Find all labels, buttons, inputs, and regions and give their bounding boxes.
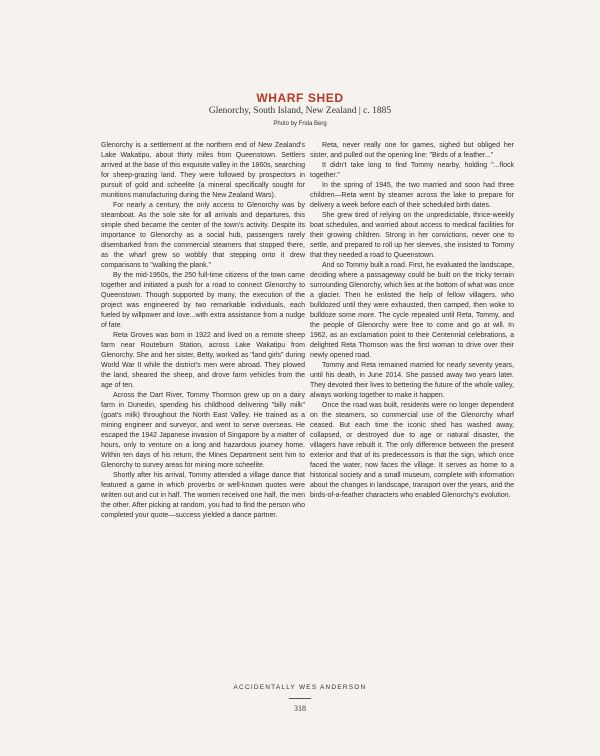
right-column: [310, 141, 514, 501]
page-number: 318: [294, 704, 306, 713]
paragraph: For nearly a century, the only access to Glenorchy was by steamboat. As the sole site for all arrivals and departures, this simple shed became the center of the town's activity. Despite its importance to Glenorchy as a social hub, passengers rarely disembarked from the commercial steamers that stopped there, as the wharf grew so wobbly that stepping onto it drew comparisons to "walking the plank.": [101, 202, 305, 269]
paragraph: It didn't take long to find Tommy nearby, holding "...flock together.": [310, 162, 514, 179]
paragraph: Once the road was built, residents were no longer dependent on the steamers, so commercial use of the Glenorchy wharf ceased. But each time the iconic shed has washed away, collapsed, or destroyed due to age or natural disaster, the villagers have rebuilt it. The only difference between the present exterior and that of its predecessors is that the sign, which once faced the water, now faces the village. It serves as home to a historical society and a small museum, complete with information about the changes in landscape, transport over the years, and the birds-of-a-feather characters who enabled Glenorchy's evolution.: [310, 402, 514, 499]
paragraph: Reta Groves was born in 1922 and lived on a remote sheep farm near Routeburn Station, across Lake Wakatipu from Glenorchy. She and her sister, Betty, worked as "land girls" during World War II while the district's men were abroad. They plowed the land, sheared the sheep, and drove farm vehicles from the age of ten.: [101, 332, 305, 389]
paragraph: Across the Dart River, Tommy Thomson grew up on a dairy farm in Dunedin, spending his childhood delivering "billy milk" (goat's milk) throughout the North East Valley. He trained as a mining engineer and surveyor, and went to serve overseas. He escaped the 1942 Japanese invasion of Singapore by a matter of hours, only to venture on a long and hazardous journey home. Within ten days of his return, the Mines Department sent him to Glenorchy to survey areas for mining more scheelite.: [101, 392, 305, 469]
paragraph: Reta, never really one for games, sighed but obliged her sister, and pulled out the opening line: "Birds of a feather...": [310, 142, 514, 159]
article-subtitle: Glenorchy, South Island, New Zealand | c. 1885: [208, 106, 392, 116]
running-footer: ACCIDENTALLY WES ANDERSON: [233, 684, 367, 691]
photo-credit: Photo by Frida Berg: [273, 121, 327, 127]
paragraph: Tommy and Reta remained married for nearly seventy years, until his death, in June 2014. She passed away two years later. They devoted their lives to bettering the future of the whole valley, always working together to make it happen.: [310, 362, 514, 399]
paragraph: And so Tommy built a road. First, he evaluated the landscape, deciding where a passageway could be built on the tricky terrain surrounding Glenorchy, which lies at the bottom of what was once a glacier. Then he enlisted the help of fellow villagers, who bulldozed until they were exhausted, then camped, then woke to bulldoze some more. The cycle repeated until Reta, Tommy, and the people of Glenorchy were free to come and go at will. In 1962, as an exclamation point to their Centennial celebrations, a delighted Reta Thomson was the first woman to drive over their newly opened road.: [310, 262, 514, 359]
paragraph: By the mid-1950s, the 250 full-time citizens of the town came together and initiated a push for a road to connect Glenorchy to Queenstown. Though supported by many, the execution of the project was engineered by two remarkable individuals, each fueled by willpower and love...with extra assistance from a nudge of fate.: [101, 272, 305, 329]
paragraph: She grew tired of relying on the unpredictable, thrice-weekly boat schedules, and worried about access to medical facilities for their growing children. Strong in her convictions, never one to settle, and prepared to roll up her sleeves, she insisted to Tommy that they needed a road to Queenstown.: [310, 212, 514, 259]
article-title: WHARF SHED: [256, 91, 344, 105]
paragraph: Glenorchy is a settlement at the northern end of New Zealand's Lake Wakatipu, about thirty miles from Queenstown. Settlers arrived at the base of this exquisite valley in the 1860s, searching for sheep-grazing land. They were followed by prospectors in pursuit of gold and scheelite (a mineral specifically sought for munitions manufacturing during the New Zealand Wars).: [101, 142, 305, 199]
left-column: [101, 141, 305, 521]
paragraph: Shortly after his arrival, Tommy attended a village dance that featured a game in which proverbs or well-known quotes were written out and cut in half. The women received one half, the men the other. After picking at random, you had to find the person who completed your quote—success yielded a dance partner.: [101, 472, 305, 519]
footer-divider: [289, 698, 311, 699]
paragraph: In the spring of 1945, the two married and soon had three children—Reta went by steamer across the lake to prepare for delivery a week before each of their scheduled birth dates.: [310, 182, 514, 209]
